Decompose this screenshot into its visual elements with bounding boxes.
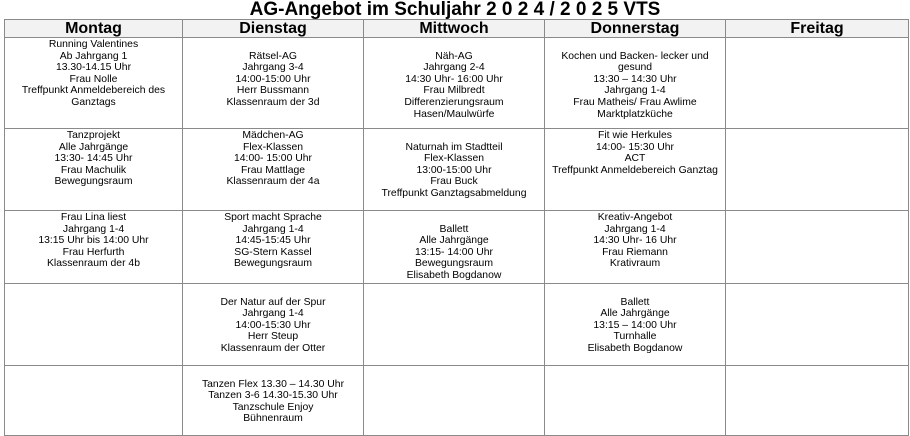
ag-cell [545, 38, 726, 129]
ag-cell [726, 211, 909, 284]
ag-cell [5, 284, 183, 366]
ag-entry-line: Jahrgang 1-4 [242, 308, 304, 320]
ag-entry-line: Frau Machulik [60, 164, 127, 176]
ag-cell [5, 38, 183, 129]
ag-entry-line: Ballett [439, 223, 469, 235]
ag-cell [183, 211, 364, 284]
ag-entry-line: Kreativ-Angebot [597, 212, 673, 223]
ag-entry-line [185, 39, 361, 51]
ag-cell [364, 38, 545, 129]
ag-entry-line: Jahrgang 2-4 [423, 62, 485, 74]
ag-entry-line: Frau Lina liest [60, 212, 127, 223]
ag-entry-line: 13:30 – 14:30 Uhr [593, 73, 677, 85]
ag-entry-line [366, 39, 542, 51]
ag-entry-line: Tanzschule Enjoy [232, 401, 314, 413]
ag-entry-line: Turnhalle [613, 331, 657, 343]
ag-entry-line: Flex-Klassen [423, 153, 485, 165]
ag-entry-line: Jahrgang 1-4 [62, 223, 125, 235]
ag-cell [183, 366, 364, 436]
ag-cell [183, 284, 364, 366]
ag-cell [364, 284, 545, 366]
ag-entry-line: 14:30 Uhr- 16 Uhr [593, 235, 677, 247]
ag-entry-line: Fit wie Herkules [598, 130, 672, 141]
ag-entry-line: SG-Stern Kassel [234, 246, 312, 258]
ag-entry-line: 13:30- 14:45 Uhr [54, 153, 133, 165]
ag-entry-line: Treffpunkt Anmeldebereich Ganztag [552, 164, 718, 176]
ag-entry-line: Alle Jahrgänge [419, 235, 489, 247]
ag-entry-line: Running Valentines [48, 39, 139, 50]
ag-entry-line: Tanzprojekt [66, 130, 121, 141]
ag-cell [364, 366, 545, 436]
ag-cell [5, 211, 183, 284]
ag-entry-line: Elisabeth Bogdanow [587, 342, 683, 354]
ag-entry-line: Krativraum [609, 258, 661, 270]
ag-entry-line: Frau Milbredt [423, 85, 485, 97]
weekday-header-dienstag: Dienstag [183, 20, 364, 38]
ag-entry-line: Frau Riemann [602, 246, 668, 258]
ag-entry-line: 14:30 Uhr- 16:00 Uhr [405, 73, 503, 85]
weekday-header-mittwoch: Mittwoch [364, 20, 545, 38]
ag-entry-line: Jahrgang 1-4 [242, 223, 304, 235]
ag-entry-line: Frau Matheis/ Frau Awlime [573, 96, 697, 108]
ag-entry-line: Alle Jahrgänge [58, 141, 129, 153]
ag-cell [364, 129, 545, 211]
ag-entry-line: 13:00-15:00 Uhr [416, 164, 492, 176]
ag-entry-line: Rätsel-AG [249, 50, 297, 62]
ag-entry-line: Differenzierungsraum [404, 96, 504, 108]
table-row [5, 129, 909, 211]
ag-entry-line: Frau Mattlage [240, 164, 306, 176]
ag-entry-line: Treffpunkt Anmeldebereich des [21, 85, 166, 97]
table-row [5, 284, 909, 366]
ag-entry-line: 13:15- 14:00 Uhr [415, 246, 493, 258]
ag-cell [364, 211, 545, 284]
ag-cell [545, 211, 726, 284]
ag-entry-line: Mädchen-AG [242, 130, 304, 141]
ag-entry-line: Bewegungsraum [415, 258, 493, 270]
ag-entry-line [547, 39, 723, 51]
weekday-header-row [5, 20, 909, 38]
ag-entry-line: Jahrgang 3-4 [242, 62, 304, 74]
ag-entry-line [185, 285, 361, 297]
ag-entry-line: gesund [617, 62, 653, 74]
ag-entry-line: Klassenraum der Otter [220, 342, 326, 354]
ag-cell [726, 38, 909, 129]
ag-entry-line: Jahrgang 1-4 [604, 85, 666, 97]
ag-entry-line: 14:45-15:45 Uhr [235, 235, 311, 247]
ag-entry-line: 14:00- 15:00 Uhr [234, 153, 312, 165]
ag-entry-line: Der Natur auf der Spur [220, 296, 326, 308]
weekday-header-freitag: Freitag [726, 20, 909, 38]
ag-cell [183, 38, 364, 129]
ag-entry-line: Klassenraum der 4b [47, 258, 140, 270]
ag-cell [726, 129, 909, 211]
ag-entry-line: Hasen/Maulwürfe [413, 108, 495, 120]
ag-cell [5, 129, 183, 211]
ag-entry-line: Ab Jahrgang 1 [59, 50, 128, 62]
ag-cell [5, 366, 183, 436]
ag-entry-line [366, 130, 542, 142]
ag-entry-line: 13.30-14.15 Uhr [55, 62, 132, 74]
ag-entry-line: Bewegungsraum [234, 258, 312, 270]
ag-entry-line: Klassenraum der 4a [226, 176, 320, 188]
ag-entry-line [547, 285, 723, 297]
ag-entry-line: Frau Nolle [69, 73, 118, 85]
ag-entry-line: Tanzen Flex 13.30 – 14.30 Uhr [201, 378, 345, 390]
ag-entry-line: ACT [624, 153, 646, 165]
ag-entry-line: 14:00-15:30 Uhr [235, 319, 311, 331]
ag-entry-line: 13:15 Uhr bis 14:00 Uhr [38, 235, 149, 247]
ag-entry-line: Ballett [620, 296, 650, 308]
ag-entry-line: Elisabeth Bogdanow [406, 269, 502, 281]
ag-entry-line: Klassenraum der 3d [226, 96, 320, 108]
ag-entry-line: Ganztags [71, 96, 116, 108]
ag-entry-line: Frau Buck [430, 176, 478, 188]
ag-entry-line: Naturnah im Stadtteil [405, 141, 503, 153]
ag-cell [726, 284, 909, 366]
table-row [5, 366, 909, 436]
ag-cell [183, 129, 364, 211]
ag-entry-line: Tanzen 3-6 14.30-15.30 Uhr [208, 390, 338, 402]
table-row [5, 211, 909, 284]
ag-entry-line: Marktplatzküche [597, 108, 673, 120]
ag-entry-line [185, 367, 361, 379]
ag-entry-line: 14:00-15:00 Uhr [235, 73, 311, 85]
ag-entry-line: Bewegungsraum [54, 176, 133, 188]
ag-schedule-table [4, 19, 909, 436]
ag-entry-line: Näh-AG [435, 50, 473, 62]
page-title: AG-Angebot im Schuljahr 2 0 2 4 / 2 0 2 5 VTS [249, 0, 661, 20]
ag-entry-line: Herr Steup [247, 331, 299, 343]
ag-entry-line: Bühnenraum [243, 413, 303, 425]
weekday-header-donnerstag: Donnerstag [545, 20, 726, 38]
ag-entry-line: 14:00- 15:30 Uhr [596, 141, 674, 153]
ag-entry-line: Sport macht Sprache [224, 212, 322, 223]
ag-cell [545, 284, 726, 366]
weekday-header-montag: Montag [5, 20, 183, 38]
ag-entry-line: Treffpunkt Ganztagsabmeldung [381, 187, 527, 199]
ag-entry-line: 13:15 – 14:00 Uhr [593, 319, 677, 331]
ag-entry-line: Jahrgang 1-4 [604, 223, 666, 235]
ag-entry-line: Frau Herfurth [62, 246, 125, 258]
ag-cell [545, 129, 726, 211]
ag-entry-line [366, 212, 542, 224]
ag-entry-line: Kochen und Backen- lecker und [561, 50, 709, 62]
ag-cell [726, 366, 909, 436]
table-row [5, 38, 909, 129]
ag-entry-line: Herr Bussmann [236, 85, 310, 97]
ag-entry-line: Flex-Klassen [242, 141, 304, 153]
ag-entry-line: Alle Jahrgänge [600, 308, 670, 320]
ag-cell [545, 366, 726, 436]
